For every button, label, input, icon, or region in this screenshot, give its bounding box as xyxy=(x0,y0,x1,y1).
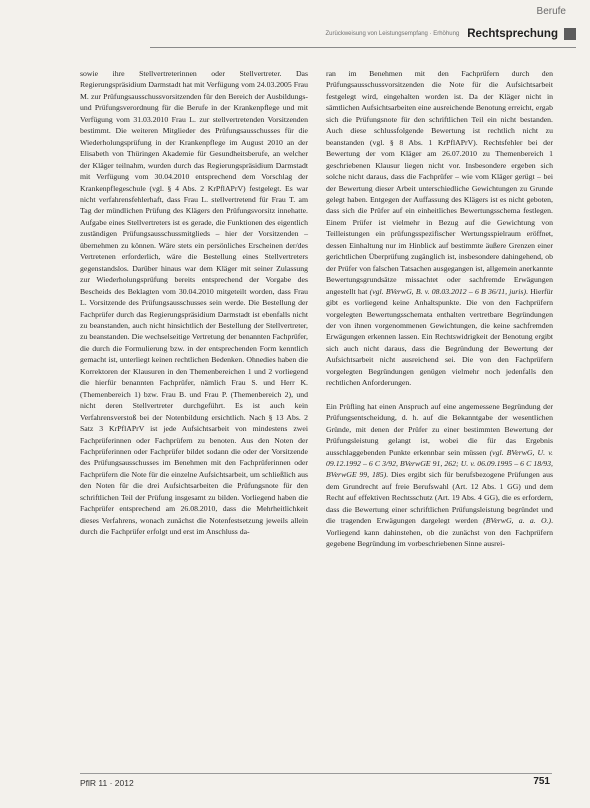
header-subtitle: Zurückweisung von Leistungsempfang · Erhöhung xyxy=(325,31,460,37)
left-paragraph: sowie ihre Stellvertreterinnen oder Stellvertreter. Das Regierungspräsidium Darmstadt hat mit Verfügung vom 24.03.2005 Frau M. zur Prüfungsausschussvorsitzenden für den Bereich der Ausbildungs- und Prüfungsverordnung für die Berufe in der Krankenpflege und mit Verfügung vom 31.03.2010 Frau L. zur stellvertretenden Vorsitzenden bestimmt. Die weiteren Mitglieder des Prüfungsausschusses für die Wiederholungsprüfung in der Krankenpflege im August 2010 an der Elisabeth von Thüringen Akademie für Gesundheitsberufe, an welcher der Kläger teilnahm, wurden durch das Regierungspräsidium Darmstadt mit Verfügung vom 30.04.2010 entsprechend dem Vorschlag der Krankenpflegeschule (vgl. § 4 Abs. 2 KrPflAPrV) festgelegt. Es war nicht verfahrensfehlerhaft, dass Frau L. stellvertretend für Frau T. am Tag der mündlichen Prüfung des Klägers den Prüfungsvorsitz innehatte. Aufgabe eines Stellvertreters ist es gerade, die Funktionen des eigentlich zuständigen Prüfungsausschussmitglieds – hier der Vorsitzenden – übernehmen zu können. Wäre stets ein persönliches Erscheinen der/des Vertretenen erforderlich, wäre die Bestellung eines Stellvertreters gegenstandslos. Darüber hinaus war dem Kläger mit seiner Zulassung zur Wiederholungsprüfung bereits entsprechend der Vorgabe des Bescheids des Beklagten vom 30.04.2010 mitgeteilt worden, dass Frau L. Vorsitzende des Prüfungsausschusses sein werde. Die Bestellung der Fachprüfer durch das Regierungspräsidium Darmstadt ist ebenfalls nicht zu beanstanden, auch nicht hinsichtlich der Bestellung der Stellvertreter, zu beanstanden. Die wechselseitige Vertretung der benannten Fachprüfer, die durch die Formulierung bzw. in der entsprechenden Form kenntlich gemacht ist, unterliegt keinen rechtlichen Bedenken. Ohnedies haben die Korrektoren der Klausuren in den Themenbereichen 1 und 2 vorliegend die hierfür benannten Fachprüfer, nämlich Frau S. und Herr K. (Themenbereich 1) bzw. Frau B. und Frau P. (Themenbereich 2), und nicht deren Stellvertreter durchgeführt. Es ist auch kein Verfahrensverstoß bei der Notenbildung ersichtlich. Nach § 13 Abs. 2 Satz 3 KrPflAPrV ist jede Aufsichtsarbeit von mindestens zwei Fachprüferinnen oder Fachprüfern zu benoten. Aus den Noten der Fachprüferinnen oder Fachprüfer bildet sodann die oder der Vorsitzende des Prüfungsausschusses im Benehmen mit den Fachprüferinnen oder Fachprüfern die Note für die einzelne Aufsichtsarbeit, um schließlich aus den Noten für die drei Aufsichtsarbeiten die Prüfungsnote für den schriftlichen Teil der Prüfung insgesamt zu bilden. Vorliegend haben die Fachprüfer entsprechend am 26.08.2010, dass die Mehrheitlichkeit dieses Verfahrens, wonach zunächst die Notenfestsetzung jeweils allein durch die Fachprüfer erfolgt und erst im Anschluss da- xyxy=(80,69,308,537)
right-paragraph-2-text-b: . Dies ergibt sich für berufsbezogene Prüfungen aus dem Grundrecht auf freie Berufswahl (Art. 12 Abs. 1 GG) und dem Recht auf effektiven Rechtsschutz (Art. 19 Abs. 4 GG), die es erfordern, dass die Bewertung einer schriftlichen Prüfungsleistung begründet und die tragenden Erwägungen dargelegt werden xyxy=(326,470,553,526)
page-number: 751 xyxy=(533,776,550,787)
citation-2: (vgl. BVerwG, U. v. 09.12.1992 – 6 C 3/92, BVerwGE 91, 262; U. v. 06.09.1995 – 6 C 18/93, BVerwGE 99, 185) xyxy=(326,447,553,480)
right-paragraph-1-text-b: . Hierfür gibt es vorliegend keine Anhaltspunkte. Die von den Fachprüfern vorgelegten Bewertungsschemata enthalten vertretbare Begründungen der von ihnen vorgenommenen Gewichtungen, die keine sachfremden Erwägungen erkennen lassen. Ein Rechtswidrigkeit der Benotung ergibt sich auch nicht daraus, dass die Begründung der Bewertung der Aufsichtsarbeit nicht ausreichend sei. Die von den Fachprüfern vorgelegten Begründungen genügen vielmehr noch jedenfalls den rechtlichen Anforderungen. xyxy=(326,286,553,388)
header-rule xyxy=(150,47,576,48)
header-title: Rechtsprechung xyxy=(467,28,558,40)
journal-issue: PflR 11 · 2012 xyxy=(80,778,134,788)
right-paragraph-2-text-a: Ein Prüfling hat einen Anspruch auf eine angemessene Begründung der Prüfungsentscheidung, d. h. auf die Bekanntgabe der wesentlichen Gründe, mit denen der Prüfer zu einer bestimmten Bewertung der Prüfungsleistung gelangt ist, wobei die für das Ergebnis ausschlaggebenden Punkte erkennbar sein müssen xyxy=(326,401,553,457)
right-paragraph-1-text-a: ran im Benehmen mit den Fachprüfern durch den Prüfungsausschussvorsitzenden die Note für die Aufsichtsarbeit festgelegt wird, eingehalten worden ist. Da der Kläger nicht in sämtlichen Aufsichtsarbeiten eine ausreichende Benotung erreicht, ergab sich die Prüfungsnote für den schriftlichen Teil ein nicht bestanden. Auch diese schlussfolgende Bewertung ist rechtlich nicht zu beanstanden (vgl. § 8 Abs. 1 KrPflAPrV). Rechtsfehler bei der Bewertung der vom Kläger am 26.07.2010 zu Themenbereich 1 geschriebenen Klausur liegen nicht vor. Insbesondere ergeben sich solche nicht daraus, dass die Fachprüfer – wie vom Kläger gerügt – bei der Bewertung dieser Arbeit unterschiedliche Gewichtungen zu Grunde gelegt haben. Entgegen der Auffassung des Klägers ist es nicht geboten, dass sich die Prüfer auf ein einheitliches Bewertungsschema festlegen. Einem Prüfer ist vielmehr in Bezug auf die Gewichtung von Teilleistungen ein prüfungsspezifischer Wertungsspielraum eröffnet, dessen Einhaltung nur im Hinblick auf bestimmte äußere Grenzen einer gerichtlichen Überprüfung zugänglich ist, insbesondere dahingehend, ob der Prüfer von falschen Tatsachen ausgegangen ist, allgemein anerkannte Bewertungsgrundsätze missachtet oder sachfremde Erwägungen angestellt hat xyxy=(326,69,553,296)
right-paragraph-2-text-c: . Vorliegend kann dahinstehen, ob die zunächst von den Fachprüfern gegebene Begründung im vorbeschriebenen Sinne ausrei- xyxy=(326,516,554,549)
citation-3: (BVerwG, a. a. O.) xyxy=(483,516,552,526)
right-paragraph-1 xyxy=(326,68,553,389)
right-column xyxy=(326,68,553,550)
section-label: Berufe xyxy=(536,6,566,17)
header-marker-square xyxy=(564,28,576,40)
running-header xyxy=(150,20,576,48)
citation-1: (vgl. BVerwG, B. v. 08.03.2012 – 6 B 36/11, juris) xyxy=(369,286,527,296)
right-paragraph-2 xyxy=(326,401,553,550)
left-column xyxy=(80,68,308,538)
footer-rule xyxy=(80,773,552,774)
